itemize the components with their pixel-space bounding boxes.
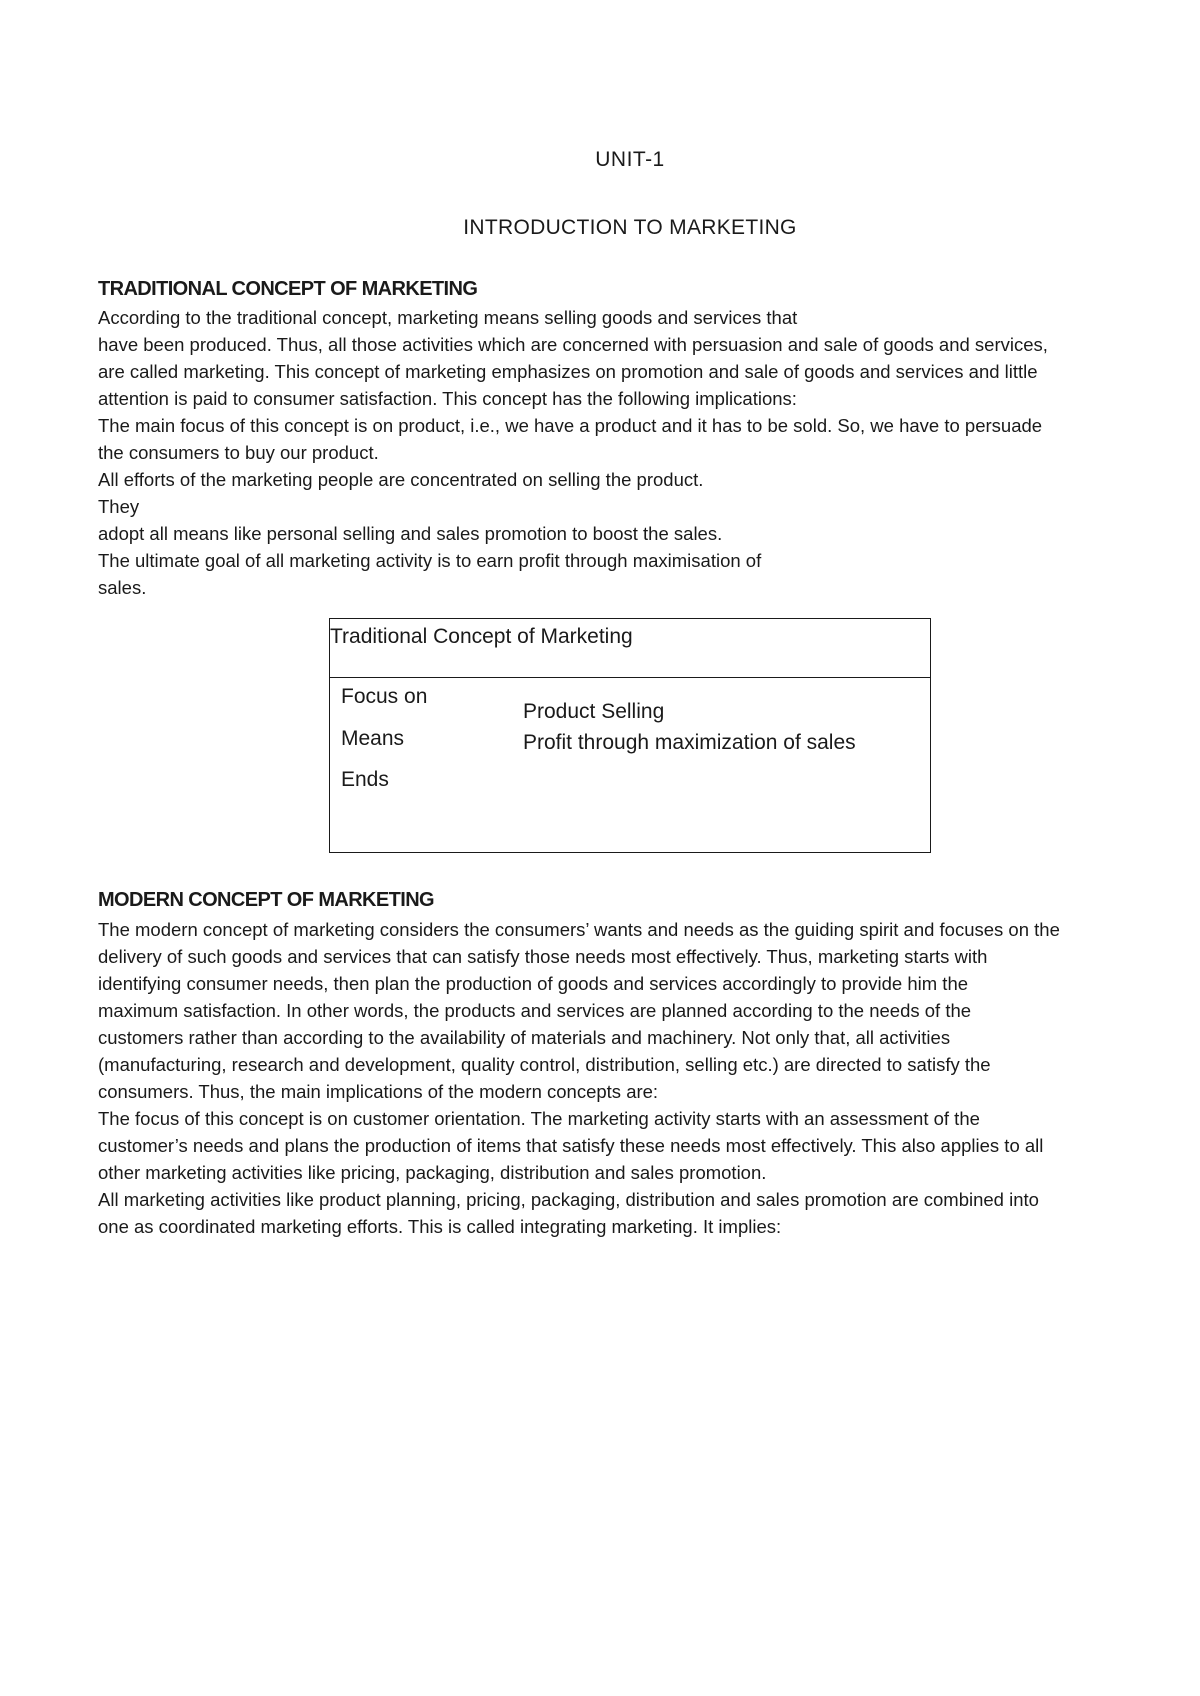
value-product-selling: Product Selling	[523, 700, 665, 723]
modern-heading: MODERN CONCEPT OF MARKETING	[98, 889, 435, 911]
modern-line: All marketing activities like product planning, pricing, packaging, distribution and sales promotion are combined into	[98, 1189, 1039, 1210]
concept-box-divider	[330, 677, 930, 678]
modern-line: The focus of this concept is on customer orientation. The marketing activity starts with an assessment of the	[98, 1108, 980, 1129]
modern-line: maximum satisfaction. In other words, the products and services are planned according to the needs of the	[98, 1000, 972, 1021]
traditional-body	[98, 304, 1178, 601]
modern-line: The modern concept of marketing considers the consumers’ wants and needs as the guiding spirit and focuses on the	[98, 919, 1060, 940]
modern-line: delivery of such goods and services that can satisfy those needs most effectively. Thus, marketing starts with	[98, 946, 988, 967]
label-focus-on: Focus on	[341, 685, 428, 708]
label-ends: Ends	[341, 768, 389, 791]
chapter-title: INTRODUCTION TO MARKETING	[463, 216, 797, 239]
traditional-line: The ultimate goal of all marketing activity is to earn profit through maximisation of	[98, 550, 762, 571]
traditional-line: They	[98, 496, 140, 517]
modern-body	[98, 916, 1178, 1240]
traditional-line: According to the traditional concept, marketing means selling goods and services that	[98, 307, 798, 328]
label-means: Means	[341, 727, 405, 750]
traditional-heading: TRADITIONAL CONCEPT OF MARKETING	[98, 278, 478, 300]
traditional-line: adopt all means like personal selling and sales promotion to boost the sales.	[98, 523, 723, 544]
traditional-line: have been produced. Thus, all those activities which are concerned with persuasion and sale of goods and services,	[98, 334, 1048, 355]
value-profit: Profit through maximization of sales	[523, 731, 856, 754]
modern-line: other marketing activities like pricing, packaging, distribution and sales promotion.	[98, 1162, 767, 1183]
modern-line: (manufacturing, research and development, quality control, distribution, selling etc.) are directed to satisfy the	[98, 1054, 991, 1075]
modern-line: identifying consumer needs, then plan the production of goods and services accordingly to provide him the	[98, 973, 969, 994]
modern-line: consumers. Thus, the main implications of the modern concepts are:	[98, 1081, 659, 1102]
modern-line: customers rather than according to the availability of materials and machinery. Not only that, all activities	[98, 1027, 951, 1048]
traditional-line: All efforts of the marketing people are concentrated on selling the product.	[98, 469, 704, 490]
traditional-line: The main focus of this concept is on product, i.e., we have a product and it has to be sold. So, we have to persuade	[98, 415, 1043, 436]
traditional-line: sales.	[98, 577, 147, 598]
modern-line: customer’s needs and plans the production of items that satisfy these needs most effectively. This also applies to all	[98, 1135, 1044, 1156]
modern-line: one as coordinated marketing efforts. This is called integrating marketing. It implies:	[98, 1216, 782, 1237]
traditional-line: are called marketing. This concept of marketing emphasizes on promotion and sale of goods and services and little	[98, 361, 1038, 382]
unit-label: UNIT-1	[595, 148, 665, 171]
traditional-line: the consumers to buy our product.	[98, 442, 379, 463]
traditional-line: attention is paid to consumer satisfaction. This concept has the following implications:	[98, 388, 797, 409]
concept-box-title: Traditional Concept of Marketing	[330, 625, 633, 648]
traditional-concept-box	[329, 618, 931, 853]
